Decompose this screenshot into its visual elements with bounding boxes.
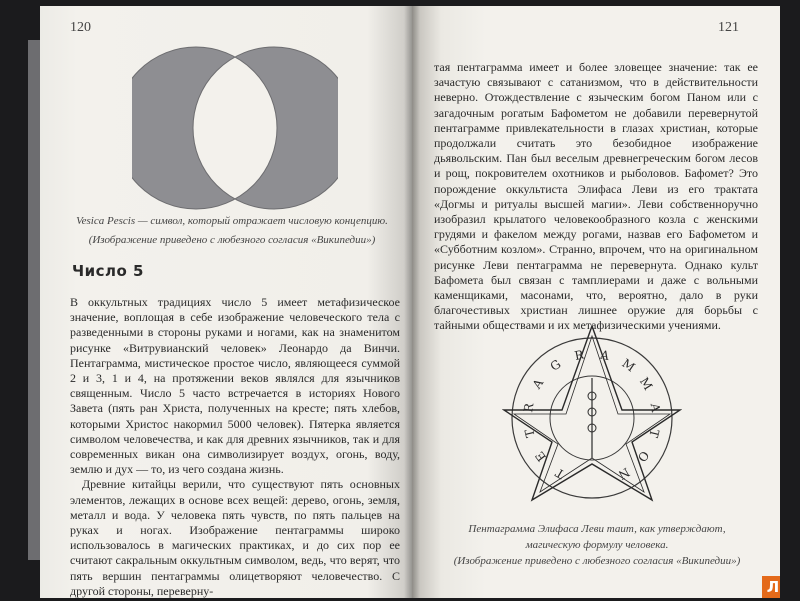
paragraph: В оккультных традициях число 5 имеет метафизическое значение, воплощая в себе изображение человеческого тела с разведенными в стороны руками и ногами, как на знаменитом рисунке «Витрувианский человек» Леонардо да Винчи. Пентаграмма, мистическое простое число, являющееся суммой 2 и 3, 1 и 4, на протяжении веков являлся для язычников священным. Число 5 часто встречается в историях Нового Завета (пять ран Христа, полученных на кресте; пять хлебов, которыми Христос накормил 5000 человек). Пятерка является символом человечества, и как для древних язычников, так и для современных викан она символизирует воздух, огонь, воду, землю и дух — то, из чего создана жизнь. <box>70 295 400 477</box>
body-text-right <box>434 60 758 334</box>
page-number-right: 121 <box>718 20 739 35</box>
figure-caption-vesica <box>62 212 402 250</box>
paragraph: тая пентаграмма имеет и более зловещее значение: так ее зачастую связывают с сатанизмом, что в действительности неверно. Отождествление с языческим богом Паном или с загадочным рогатым Бафометом не добавили перевернутой пентаграмме привлекательности в глазах христиан, которые продолжали считать это безобидное изображение дьявольским. Пан был веселым древнегреческим богом лесов и рощ, покровителем охотников и рыболовов. Бафомет? Это порождение оккультиста Элифаса Леви из его трактата «Догмы и ритуалы высшей магии». Леви собственноручно изобразил крылатого человекообразного козла с женскими грудями и факелом между рогами, назвав его Бафометом и «Субботним козлом». Странно, впрочем, что на оригинальном рисунке Леви пентаграмма не перевернута. Однако культ Бафомета был связан с тамплиерами и даже с вольными каменщиками, масонами, что, вероятно, дало в руки благочестивых христиан лишнее оружие для борьбы с тайными обществами и их метафизическими учениями. <box>434 60 758 333</box>
left-page <box>40 6 412 598</box>
figure-caption-pentagram <box>432 521 762 569</box>
pentagram-letter: N <box>615 464 633 483</box>
pentagram-letter: T <box>646 427 662 439</box>
pentagram-letter: A <box>529 376 547 392</box>
pentagram-letter: E <box>532 448 550 465</box>
pentagram-letter: R <box>521 402 537 414</box>
right-page <box>412 6 780 598</box>
pentagram-letter: M <box>636 374 656 393</box>
pentagram-letter: R <box>573 347 586 364</box>
pentagram-letter: A <box>599 347 611 364</box>
pentagram-letter: T <box>553 465 567 482</box>
pentagram-letter: A <box>647 402 663 414</box>
pentagram-letter: O <box>634 448 652 465</box>
caption-line: (Изображение приведено с любезного согласия «Википедии») <box>453 555 741 567</box>
vesica-piscis-figure <box>132 46 338 211</box>
section-heading: Число 5 <box>72 262 144 280</box>
caption-line: Пентаграмма Элифаса Леви таит, как утверждают, <box>468 523 726 535</box>
pentagram-letter: T <box>522 427 538 439</box>
body-text-left <box>70 295 400 598</box>
book-gutter <box>404 6 420 598</box>
pentagram-letter: M <box>619 356 638 375</box>
page-stack-edge <box>28 40 40 560</box>
paragraph: Древние китайцы верили, что существуют пять основных элементов, лежащих в основе всех вещей: дерево, огонь, земля, металл и вода. У человека пять чувств, по пять пальцев на руках и ногах. Изображение пентаграммы широко использовалось в магических практиках, и до сих пор ее считают сакральным оккультным символом, ведь, что верят, что пять вершин пентаграммы олицетворяют человечество. С другой стороны, переверну- <box>70 477 400 598</box>
caption-line: (Изображение приведено с любезного согласия «Википедии») <box>88 234 376 246</box>
publisher-logo: Л <box>762 576 780 598</box>
pentagram-letter: G <box>547 356 564 374</box>
pentagram-illustration <box>502 318 682 503</box>
caption-line: магическую формулу человека. <box>525 539 669 551</box>
page-number-left: 120 <box>70 20 91 35</box>
caption-line: Vesica Pescis — символ, который отражает числовую концепцию. <box>76 215 388 227</box>
